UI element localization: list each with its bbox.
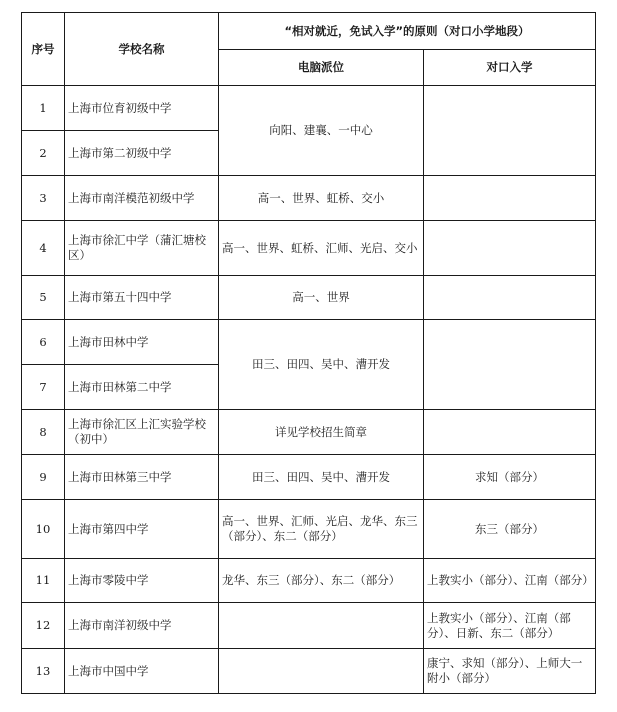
row-direct: 上教实小（部分）、江南（部分）、日新、东二（部分） xyxy=(424,603,596,649)
row-seq: 4 xyxy=(22,221,65,276)
row-direct: 东三（部分） xyxy=(424,500,596,559)
header-principle: “相对就近，免试入学”的原则（对口小学地段） xyxy=(219,13,596,50)
row-direct xyxy=(424,320,596,410)
row-direct xyxy=(424,410,596,455)
row-seq: 11 xyxy=(22,559,65,603)
table-row xyxy=(22,86,596,131)
row-computer xyxy=(219,603,424,649)
table-row xyxy=(22,603,596,649)
row-seq: 5 xyxy=(22,276,65,320)
table-row xyxy=(22,455,596,500)
row-school: 上海市田林第二中学 xyxy=(65,365,219,410)
row-seq: 12 xyxy=(22,603,65,649)
row-direct xyxy=(424,221,596,276)
row-direct xyxy=(424,86,596,176)
row-seq: 10 xyxy=(22,500,65,559)
table-row xyxy=(22,221,596,276)
row-school: 上海市第二初级中学 xyxy=(65,131,219,176)
row-computer: 高一、世界、汇师、光启、龙华、东三（部分）、东二（部分） xyxy=(219,500,424,559)
school-assignment-table xyxy=(21,12,596,694)
table-row xyxy=(22,320,596,365)
row-school: 上海市第四中学 xyxy=(65,500,219,559)
row-seq: 2 xyxy=(22,131,65,176)
school-assignment-table-wrapper xyxy=(21,12,596,694)
row-school: 上海市零陵中学 xyxy=(65,559,219,603)
row-seq: 9 xyxy=(22,455,65,500)
table-row xyxy=(22,176,596,221)
row-computer: 田三、田四、吴中、漕开发 xyxy=(219,455,424,500)
row-computer xyxy=(219,649,424,694)
row-seq: 6 xyxy=(22,320,65,365)
row-computer: 龙华、东三（部分）、东二（部分） xyxy=(219,559,424,603)
row-school: 上海市田林第三中学 xyxy=(65,455,219,500)
row-seq: 3 xyxy=(22,176,65,221)
header-school-name: 学校名称 xyxy=(65,13,219,86)
row-school: 上海市位育初级中学 xyxy=(65,86,219,131)
row-direct: 上教实小（部分）、江南（部分） xyxy=(424,559,596,603)
row-seq: 8 xyxy=(22,410,65,455)
row-seq: 1 xyxy=(22,86,65,131)
row-school: 上海市徐汇中学（蒲汇塘校区） xyxy=(65,221,219,276)
table-row xyxy=(22,500,596,559)
row-school: 上海市田林中学 xyxy=(65,320,219,365)
row-direct xyxy=(424,176,596,221)
row-computer: 田三、田四、吴中、漕开发 xyxy=(219,320,424,410)
header-computer-assignment: 电脑派位 xyxy=(219,50,424,86)
header-seq: 序号 xyxy=(22,13,65,86)
row-direct: 康宁、求知（部分）、上师大一附小（部分） xyxy=(424,649,596,694)
header-direct-admission: 对口入学 xyxy=(424,50,596,86)
table-row xyxy=(22,559,596,603)
row-computer: 详见学校招生简章 xyxy=(219,410,424,455)
row-seq: 13 xyxy=(22,649,65,694)
row-computer: 高一、世界、虹桥、汇师、光启、交小 xyxy=(219,221,424,276)
row-seq: 7 xyxy=(22,365,65,410)
row-school: 上海市徐汇区上汇实验学校（初中） xyxy=(65,410,219,455)
header-row-1 xyxy=(22,13,596,50)
row-direct xyxy=(424,276,596,320)
row-school: 上海市中国中学 xyxy=(65,649,219,694)
table-row xyxy=(22,276,596,320)
row-school: 上海市南洋模范初级中学 xyxy=(65,176,219,221)
row-computer: 向阳、建襄、一中心 xyxy=(219,86,424,176)
row-computer: 高一、世界、虹桥、交小 xyxy=(219,176,424,221)
table-row xyxy=(22,649,596,694)
row-computer: 高一、世界 xyxy=(219,276,424,320)
table-row xyxy=(22,410,596,455)
row-school: 上海市第五十四中学 xyxy=(65,276,219,320)
row-direct: 求知（部分） xyxy=(424,455,596,500)
row-school: 上海市南洋初级中学 xyxy=(65,603,219,649)
